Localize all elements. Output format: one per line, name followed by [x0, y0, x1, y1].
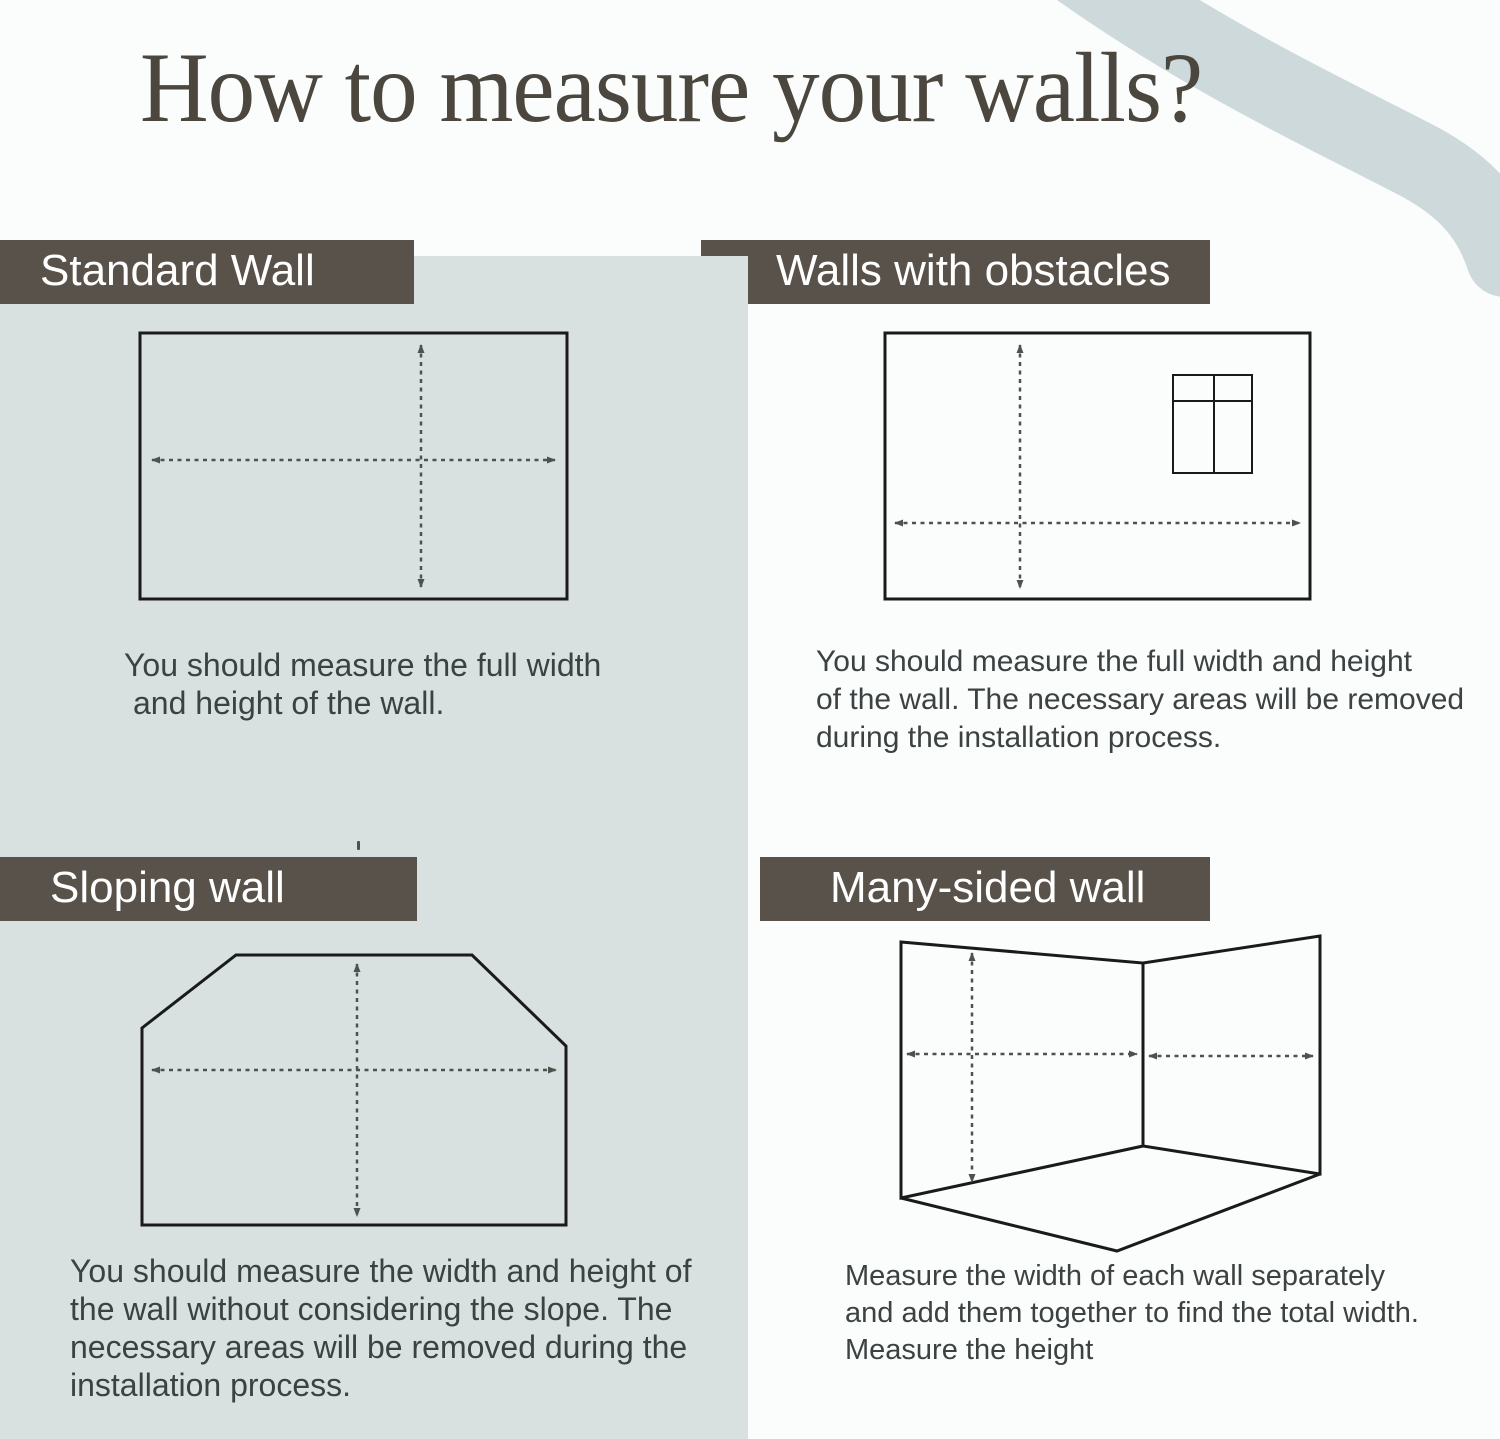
section-header-label: Many-sided wall [830, 863, 1146, 912]
stray-mark [357, 841, 360, 850]
page-title: How to measure your walls? [140, 32, 1203, 143]
section-header-label: Walls with obstacles [776, 246, 1171, 295]
description-line: Measure the height [845, 1334, 1094, 1366]
left-wall-outline [901, 942, 1143, 1198]
walls-with-obstacles-description [816, 643, 1464, 757]
description-line: You should measure the full width [124, 647, 602, 683]
description-line: during the installation process. [816, 721, 1222, 754]
section-header-label: Standard Wall [40, 246, 315, 295]
section-header-standard-wall [0, 240, 414, 304]
description-line: of the wall. The necessary areas will be removed [816, 683, 1465, 716]
sloping-wall-description [70, 1252, 691, 1404]
floor-outline [901, 1174, 1320, 1251]
description-line: You should measure the full width and height [816, 645, 1412, 678]
section-header-walls-with-obstacles [701, 240, 1210, 304]
description-line: Measure the width of each wall separately [845, 1260, 1386, 1292]
section-header-label: Sloping wall [50, 863, 285, 912]
description-line: and add them together to find the total width. [845, 1297, 1419, 1329]
section-header-sloping-wall [0, 857, 417, 921]
standard-wall-description [124, 646, 601, 722]
description-line: You should measure the width and height of [70, 1253, 692, 1289]
many-sided-wall-diagram [901, 936, 1320, 1251]
description-line: installation process. [70, 1367, 352, 1403]
section-header-many-sided-wall [760, 857, 1210, 921]
description-line: the wall without considering the slope. The [70, 1291, 673, 1327]
many-sided-wall-description [845, 1258, 1419, 1369]
right-wall-outline [1143, 936, 1320, 1174]
description-line: and height of the wall. [133, 685, 445, 721]
description-line: necessary areas will be removed during the [70, 1329, 688, 1365]
